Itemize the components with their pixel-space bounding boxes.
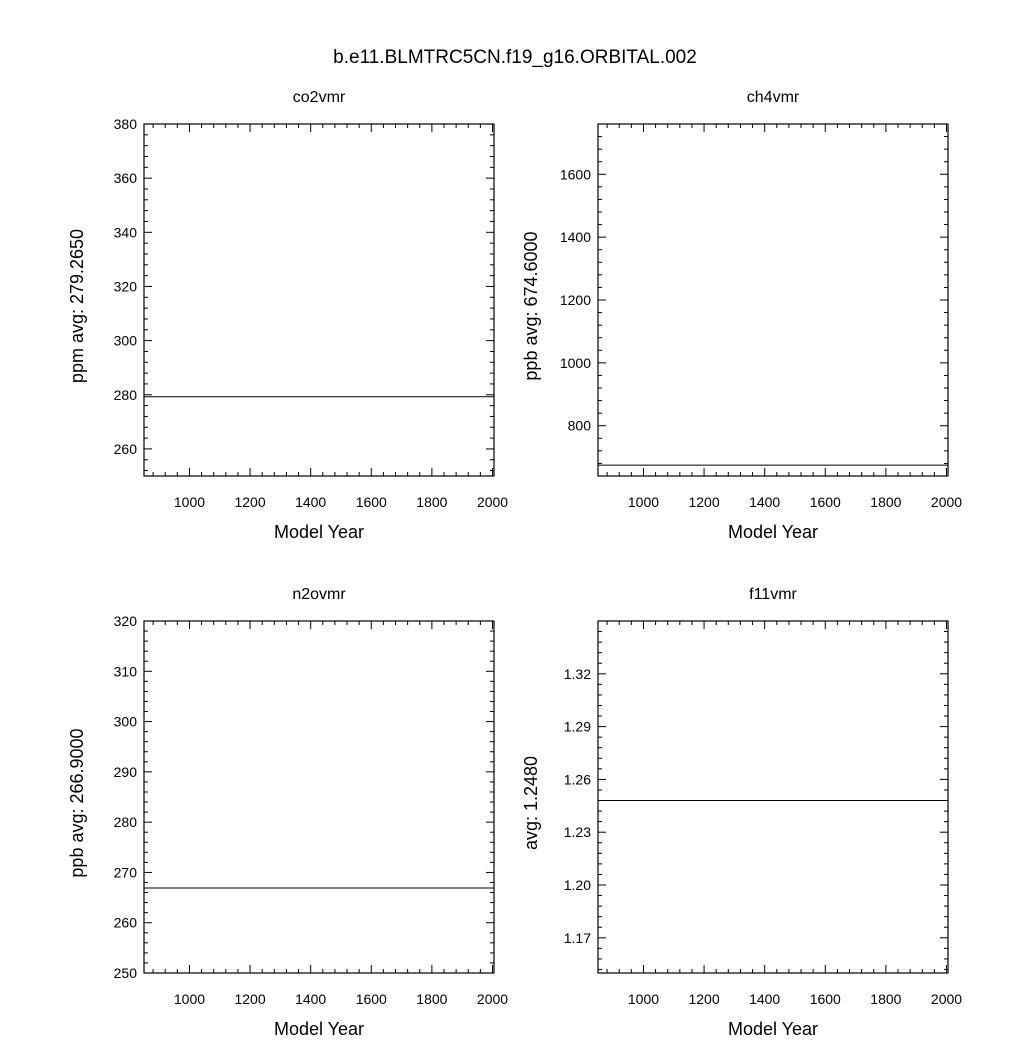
panel-title: ch4vmr: [746, 89, 800, 106]
y-tick-label: 250: [113, 965, 137, 981]
x-axis-label: Model Year: [727, 1019, 819, 1039]
x-tick-label: 1000: [173, 494, 206, 510]
y-tick-label: 360: [113, 170, 137, 187]
chart-panel-co2vmr: [67, 89, 508, 542]
x-tick-label: 1200: [688, 494, 720, 510]
y-tick-label: 310: [113, 663, 137, 680]
panel-title: n2ovmr: [292, 586, 346, 603]
x-tick-label: 2000: [476, 494, 509, 510]
x-tick-label: 1400: [295, 494, 327, 510]
plot-frame: [598, 124, 948, 476]
y-tick-label: 320: [113, 613, 137, 629]
x-tick-label: 1200: [688, 991, 720, 1007]
x-tick-label: 1800: [416, 494, 448, 510]
y-tick-label: 300: [113, 332, 137, 349]
y-tick-label: 340: [113, 224, 137, 241]
x-tick-label: 1600: [809, 494, 841, 510]
panel-title: f11vmr: [749, 586, 797, 603]
y-tick-label: 1200: [559, 292, 591, 308]
x-tick-label: 1000: [627, 991, 660, 1007]
y-tick-label: 260: [113, 440, 137, 457]
x-axis-label: Model Year: [273, 522, 365, 542]
y-tick-label: 1.20: [563, 877, 591, 893]
figure-title: b.e11.BLMTRC5CN.f19_g16.ORBITAL.002: [333, 47, 697, 68]
y-axis-label: ppb avg: 674.6000: [521, 231, 541, 381]
chart-panel-ch4vmr: [521, 89, 962, 542]
y-tick-label: 1000: [559, 354, 591, 371]
y-tick-label: 380: [113, 116, 137, 132]
y-tick-label: 260: [113, 914, 137, 931]
x-tick-label: 1000: [173, 991, 206, 1007]
y-tick-label: 1.26: [563, 771, 591, 788]
x-tick-label: 1600: [355, 991, 387, 1007]
x-axis-label: Model Year: [727, 522, 819, 542]
y-tick-label: 1.32: [563, 665, 591, 682]
y-tick-label: 280: [113, 386, 137, 403]
x-tick-label: 1800: [870, 991, 902, 1007]
x-tick-label: 1200: [234, 494, 266, 510]
plot-frame: [144, 124, 494, 476]
x-axis-label: Model Year: [273, 1019, 365, 1039]
y-tick-label: 1400: [559, 229, 591, 246]
x-tick-label: 1800: [870, 494, 902, 510]
y-tick-label: 1.17: [563, 929, 591, 946]
y-axis-label: avg: 1.2480: [521, 755, 541, 851]
x-tick-label: 1200: [234, 991, 266, 1007]
x-tick-label: 2000: [930, 991, 963, 1007]
x-tick-label: 1000: [627, 494, 660, 510]
y-tick-label: 270: [113, 864, 137, 881]
y-tick-label: 290: [113, 763, 137, 780]
x-tick-label: 1400: [749, 991, 781, 1007]
y-tick-label: 320: [113, 278, 137, 295]
y-tick-label: 1.23: [563, 824, 591, 841]
x-tick-label: 1600: [809, 991, 841, 1007]
y-tick-label: 1.29: [563, 718, 591, 735]
y-axis-label: ppm avg: 279.2650: [67, 228, 87, 384]
x-tick-label: 2000: [930, 494, 963, 510]
panel-title: co2vmr: [292, 89, 346, 106]
chart-panel-f11vmr: [521, 586, 962, 1039]
y-tick-label: 300: [113, 713, 137, 730]
y-tick-label: 1600: [559, 166, 591, 183]
x-tick-label: 1400: [749, 494, 781, 510]
y-axis-label: ppb avg: 266.9000: [67, 728, 87, 878]
plot-frame: [598, 621, 948, 973]
chart-panel-n2ovmr: [67, 586, 508, 1039]
y-tick-label: 280: [113, 814, 137, 831]
x-tick-label: 1800: [416, 991, 448, 1007]
x-tick-label: 1600: [355, 494, 387, 510]
x-tick-label: 2000: [476, 991, 509, 1007]
y-tick-label: 800: [567, 417, 591, 434]
x-tick-label: 1400: [295, 991, 327, 1007]
plot-frame: [144, 621, 494, 973]
